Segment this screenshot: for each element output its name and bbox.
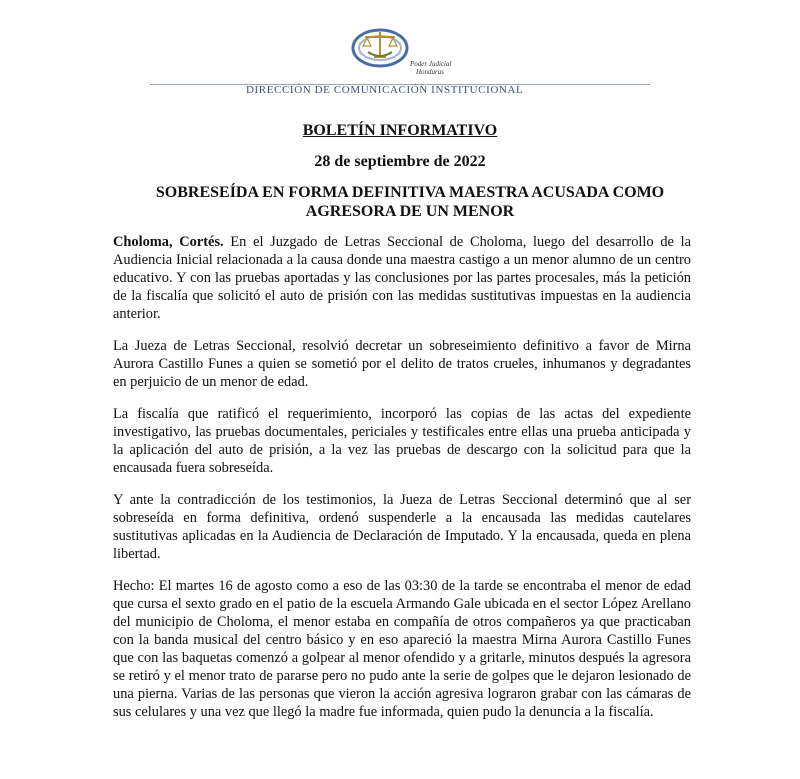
logo-caption-line1: Poder Judicial: [410, 60, 452, 68]
scales-of-justice-icon: [350, 22, 410, 68]
dateline: Choloma, Cortés.: [113, 234, 224, 250]
bulletin-title: BOLETÍN INFORMATIVO: [302, 122, 498, 139]
poder-judicial-logo: [350, 22, 468, 82]
bulletin-date: 28 de septiembre de 2022: [314, 153, 486, 170]
bulletin-headline: SOBRESEÍDA EN FORMA DEFINITIVA MAESTRA ACUSADA COMO AGRESORA DE UN MENOR: [155, 184, 665, 220]
paragraph-2: La Jueza de Letras Seccional, resolvió decretar un sobreseimiento definitivo a favor de Mirna Aurora Castillo Funes a quien se sometió por el delito de tratos crueles, inhumanos y degradantes en perjuicio de un menor de edad.: [113, 338, 691, 390]
paragraph-5: Hecho: El martes 16 de agosto como a eso de las 03:30 de la tarde se encontraba el menor de edad que cursa el sexto grado en el patio de la escuela Armando Gale ubicada en el sector López Arellano del municipio de Choloma, el menor estaba en compañía de otros compañeros ya que practicaban con la banda musical del centro básico y en eso apareció la maestra Mirna Aurora Castillo Funes que con las baquetas comenzó a golpear al menor ofendido y a gritarle, minutos después la agresora se retiró y el menor trato de pararse pero no pudo ante la serie de golpes que le dejaron lesionado de una pierna. Varias de las personas que vieron la acción agresiva lograron grabar con las cámaras de sus celulares y una vez que llegó la madre fue informada, quien pudo la denuncia a la fiscalía.: [113, 578, 691, 720]
paragraph-1: [113, 233, 691, 323]
paragraph-3: La fiscalía que ratificó el requerimiento, incorporó las copias de las actas del expediente investigativo, las pruebas documentales, periciales y testificales entre ellas una prueba anticipada y la aplicación del auto de prisión, a la vez las pruebas de descargo con la solicitud para que la encausada fuera sobreseída.: [113, 406, 691, 476]
logo-caption: [410, 60, 451, 76]
paragraph-1-text: En el Juzgado de Letras Seccional de Choloma, luego del desarrollo de la Audiencia Inicial relacionada a la causa donde una maestra castigo a un menor alumno de un centro educativo. Y con las pruebas aportadas y las conclusiones por las partes procesales, más la petición de la fiscalía que solicitó el auto de prisión con las medidas sustitutivas impuestas en la audiencia anterior.: [113, 234, 692, 322]
logo-caption-line2: Honduras: [416, 68, 445, 76]
bulletin-body: [113, 233, 691, 735]
department-heading: DIRECCIÓN DE COMUNICACIÓN INSTITUCIONAL: [246, 84, 524, 96]
paragraph-4: Y ante la contradicción de los testimonios, la Jueza de Letras Seccional determinó que al ser sobreseída en forma definitiva, ordenó suspenderle a la encausada las medidas cautelares sustitutivas aplicadas en la Audiencia de Declaración de Imputado. Y la encausada, queda en plena libertad.: [113, 492, 691, 562]
